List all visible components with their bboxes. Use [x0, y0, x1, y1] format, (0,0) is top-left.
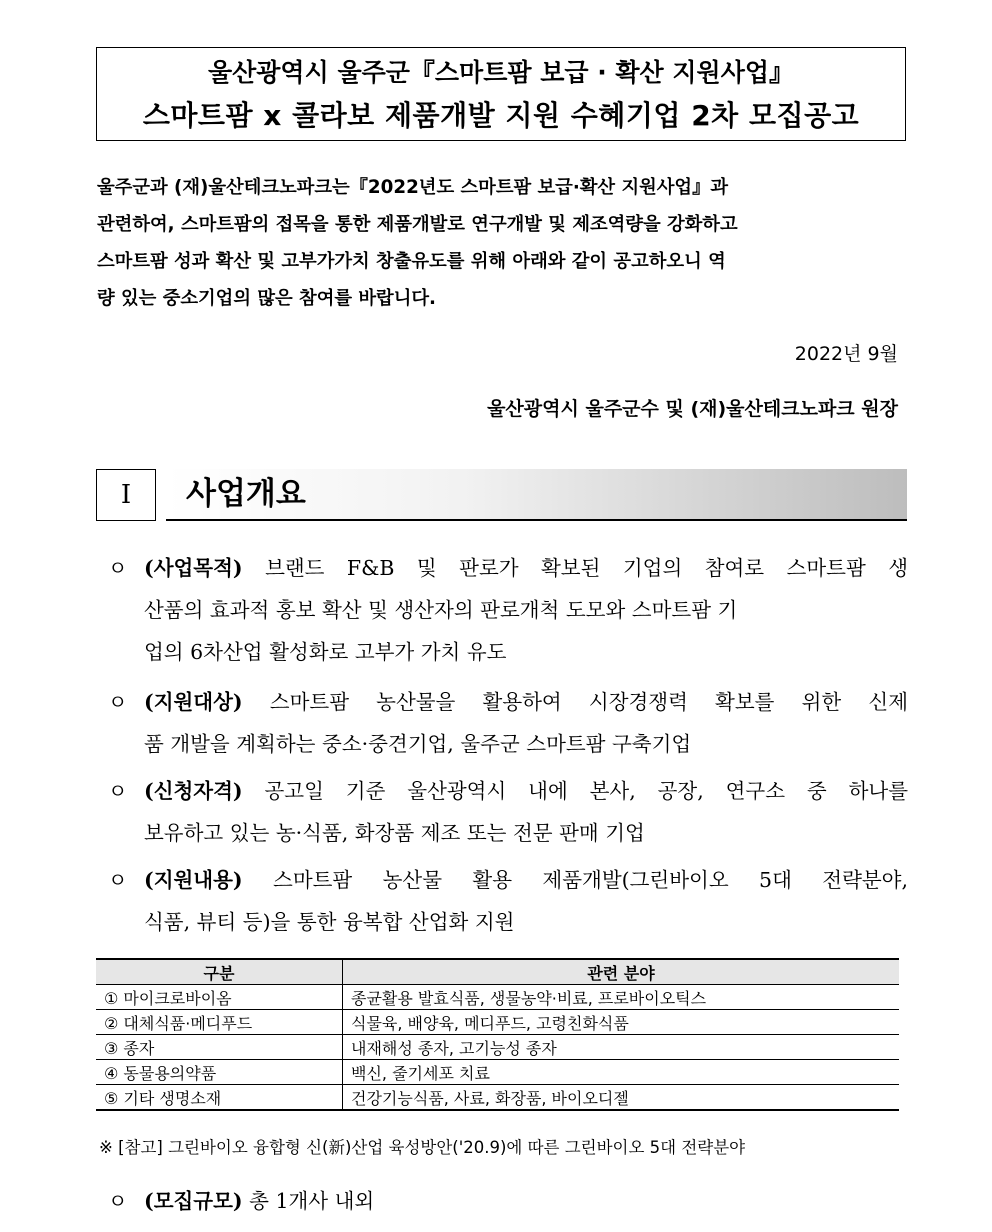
bullet-text: 브랜드 F&B 및 판로가 확보된 기업의 참여로 스마트팜 생: [242, 556, 908, 580]
bullet-mark: ㅇ: [108, 779, 128, 803]
bullet-heading: (사업목적): [144, 556, 243, 580]
section-number: I: [96, 469, 156, 521]
table-cell-category: ① 마이크로바이옴: [96, 985, 343, 1010]
table-header-field: 관련 분야: [343, 959, 900, 985]
bullet-first-line: [144, 547, 908, 589]
bullet-text: 총 1개사 내외: [242, 1189, 375, 1213]
table-cell-category: ③ 종자: [96, 1035, 343, 1060]
announcement-signer: 울산광역시 울주군수 및 (재)울산테크노파크 원장: [487, 398, 898, 420]
table-row: [96, 1060, 899, 1085]
bullet-mark: ㅇ: [108, 868, 128, 892]
bullet-text: 스마트팜 농산물을 활용하여 시장경쟁력 확보를 위한 신제: [242, 690, 908, 714]
intro-line: 관련하여, 스마트팜의 접목을 통한 제품개발로 연구개발 및 제조역량을 강화하고: [97, 214, 738, 235]
bullet-mark: ㅇ: [108, 690, 128, 714]
intro-line: 울주군과 (재)울산테크노파크는『2022년도 스마트팜 보급·확산 지원사업』과: [97, 177, 729, 198]
section-title-bar: [166, 469, 907, 521]
bullet-heading: (지원대상): [144, 690, 243, 714]
table-cell-field: 식물육, 배양육, 메디푸드, 고령친화식품: [343, 1010, 900, 1035]
title-line-2: 스마트팜 x 콜라보 제품개발 지원 수혜기업 2차 모집공고: [142, 99, 860, 132]
intro-line: 스마트팜 성과 확산 및 고부가가치 창출유도를 위해 아래와 같이 공고하오니 역: [97, 251, 726, 272]
table-cell-category: ② 대체식품·메디푸드: [96, 1010, 343, 1035]
table-row: [96, 1085, 899, 1111]
bullet-mark: ㅇ: [108, 1189, 128, 1213]
reference-note: ※ [참고] 그린바이오 융합형 신(新)산업 육성방안('20.9)에 따른 그린바이오 5대 전략분야: [99, 1138, 746, 1157]
bullet-heading: (신청자격): [144, 779, 243, 803]
bullet-first-line: [144, 770, 908, 812]
table-cell-field: 백신, 줄기세포 치료: [343, 1060, 900, 1085]
intro-paragraph: [97, 169, 907, 317]
table-cell-category: ④ 동물용의약품: [96, 1060, 343, 1085]
bullet-text: 스마트팜 농산물 활용 제품개발(그린바이오 5대 전략분야,: [242, 868, 908, 892]
bullet-heading: (지원내용): [144, 868, 243, 892]
section-title: 사업개요: [186, 476, 306, 512]
strategy-field-table: [96, 958, 899, 1111]
table-cell-field: 종균활용 발효식품, 생물농약·비료, 프로바이오틱스: [343, 985, 900, 1010]
table-cell-category: ⑤ 기타 생명소재: [96, 1085, 343, 1111]
bullet-line: 보유하고 있는 농·식품, 화장품 제조 또는 전문 판매 기업: [144, 821, 645, 845]
announcement-date: 2022년 9월: [794, 343, 898, 365]
table-row: [96, 1035, 899, 1060]
bullet-first-line: [144, 1180, 908, 1222]
table-header-row: [96, 959, 899, 985]
table-cell-field: 건강기능식품, 사료, 화장품, 바이오디젤: [343, 1085, 900, 1111]
section-header: [96, 469, 907, 523]
bullet-first-line: [144, 681, 908, 723]
table-header-category: 구분: [96, 959, 343, 985]
table-row: [96, 985, 899, 1010]
bullet-line: 업의 6차산업 활성화로 고부가 가치 유도: [144, 640, 507, 664]
bullet-heading: (모집규모): [144, 1189, 243, 1213]
bullet-first-line: [144, 859, 908, 901]
bullet-line: 품 개발을 계획하는 중소·중견기업, 울주군 스마트팜 구축기업: [144, 732, 692, 756]
table-row: [96, 1010, 899, 1035]
intro-line: 량 있는 중소기업의 많은 참여를 바랍니다.: [97, 288, 436, 309]
title-line-1: 울산광역시 울주군『스마트팜 보급 · 확산 지원사업』: [207, 58, 795, 87]
announcement-title-box: [96, 47, 906, 141]
bullet-text: 공고일 기준 울산광역시 내에 본사, 공장, 연구소 중 하나를: [242, 779, 908, 803]
table-cell-field: 내재해성 종자, 고기능성 종자: [343, 1035, 900, 1060]
bullet-line: 식품, 뷰티 등)을 통한 융복합 산업화 지원: [144, 910, 515, 934]
bullet-line: 산품의 효과적 홍보 확산 및 생산자의 판로개척 도모와 스마트팜 기: [144, 598, 738, 622]
bullet-mark: ㅇ: [108, 556, 128, 580]
